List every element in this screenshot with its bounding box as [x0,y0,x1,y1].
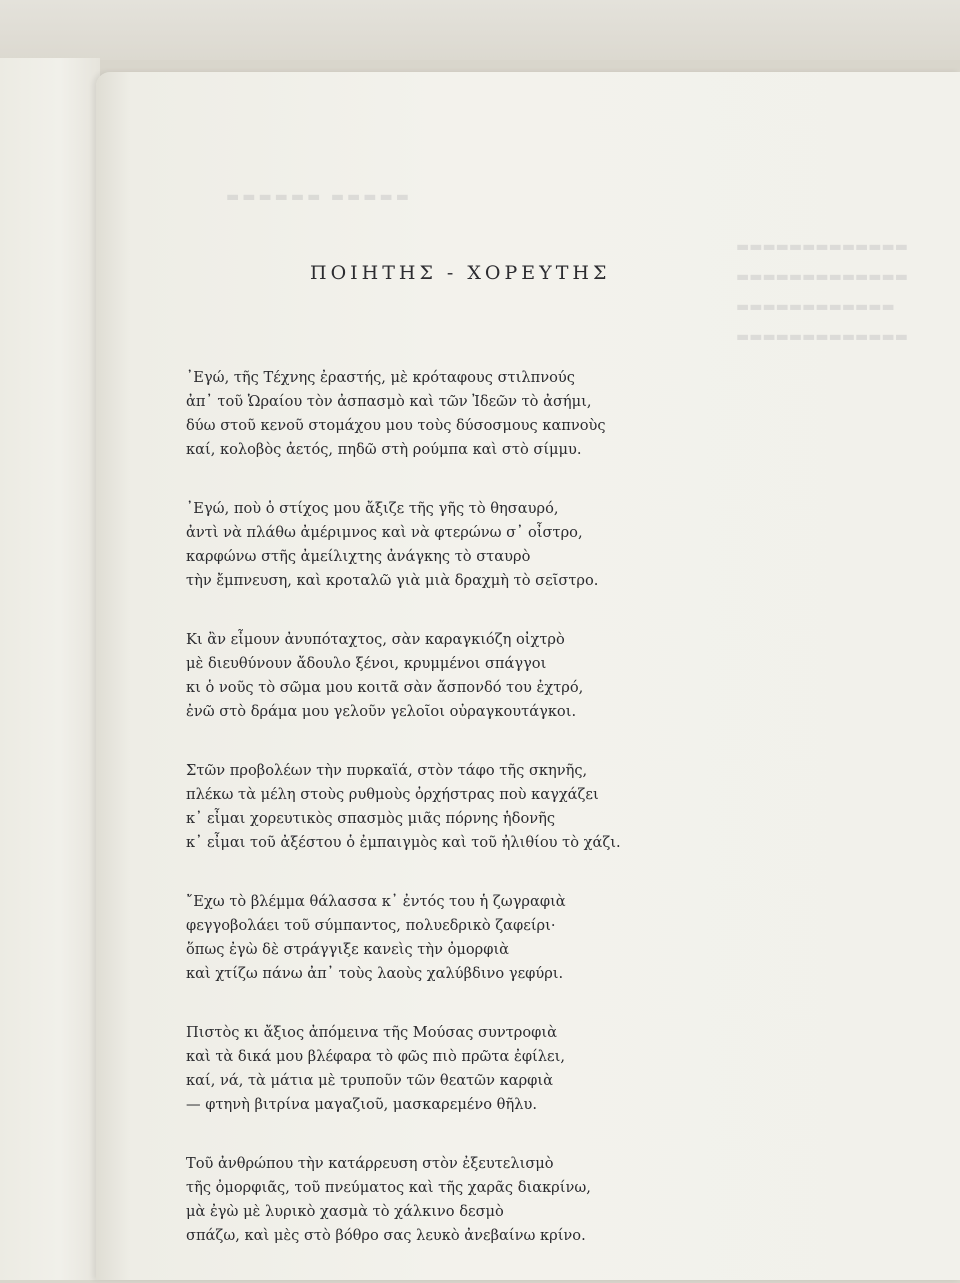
poem [186,366,746,1283]
poem-line: καρφώνω στῆς ἀμείλιχτης ἀνάγκης τὸ σταυρὸ [186,548,531,565]
poem-line: ῎Εχω τὸ βλέμμα θάλασσα κ᾿ ἐντός του ἡ ζωγραφιὰ [186,893,566,910]
poem-line: Στῶν προβολέων τὴν πυρκαϊά, στὸν τάφο τῆς σκηνῆς, [186,762,588,779]
stanza [186,759,746,855]
poem-line: μὲ διευθύνουν ἄδουλο ξένοι, κρυμμένοι σπάγγοι [186,655,547,672]
poem-line: ἀντὶ νὰ πλάθω ἀμέριμνος καὶ νὰ φτερώνω σ᾿ οἶστρο, [186,524,583,541]
poem-line: — φτηνὴ βιτρίνα μαγαζιοῦ, μασκαρεμένο θῆλυ. [186,1096,537,1113]
poem-line: δύω στοῦ κενοῦ στομάχου μου τοὺς δύσοσμους καπνοὺς [186,417,606,434]
poem-line: τὴν ἔμπνευση, καὶ κροταλῶ γιὰ μιὰ δραχμὴ τὸ σεῖστρο. [186,572,599,589]
poem-line: ὅπως ἐγὼ δὲ στράγγιξε κανεὶς τὴν ὀμορφιὰ [186,941,510,958]
poem-line: ᾿Εγώ, τῆς Τέχνης ἐραστής, μὲ κρόταφους στιλπνούς [186,369,575,386]
poem-line: πλέκω τὰ μέλη στοὺς ρυθμοὺς ὀρχήστρας ποὺ καγχάζει [186,786,599,803]
poem-line: σπάζω, καὶ μὲς στὸ βόθρο σας λευκὸ ἀνεβαίνω κρίνο. [186,1227,586,1244]
poem-line: κι ὁ νοῦς τὸ σῶμα μου κοιτᾶ σὰν ἄσπονδό του ἐχτρό, [186,679,584,696]
poem-line: Κι ἂν εἶμουν ἀνυπόταχτος, σὰν καραγκιόζη οἰχτρὸ [186,631,565,648]
poem-line: καὶ τὰ δικά μου βλέφαρα τὸ φῶς πιὸ πρῶτα ἐφίλει, [186,1048,565,1065]
page-title: ΠΟΙΗΤΗΣ - ΧΟΡΕΥΤΗΣ [310,262,611,284]
show-through-text: ▬▬▬▬▬▬ ▬▬▬▬▬ [226,189,412,205]
poem-line: κ᾿ εἶμαι τοῦ ἀξέστου ὁ ἐμπαιγμὸς καὶ τοῦ ἠλιθίου τὸ χάζι. [186,834,621,851]
poem-line: ἐνῶ στὸ δράμα μου γελοῦν γελοῖοι οὐραγκουτάγκοι. [186,703,577,720]
show-through-text: ▬▬▬▬▬▬▬▬▬▬▬▬▬ ▬▬▬▬▬▬▬▬▬▬▬▬▬ ▬▬▬▬▬▬▬▬▬▬▬▬ ▬▬▬▬▬▬▬▬▬▬▬▬▬ [736,239,908,345]
poem-line: Πιστὸς κι ἄξιος ἀπόμεινα τῆς Μούσας συντροφιὰ [186,1024,557,1041]
poem-line: μὰ ἐγὼ μὲ λυρικὸ χασμὰ τὸ χάλκινο δεσμὸ [186,1203,504,1220]
poem-line: τῆς ὀμορφιᾶς, τοῦ πνεύματος καὶ τῆς χαρᾶς διακρίνω, [186,1179,591,1196]
poem-line: καί, κολοβὸς ἀετός, πηδῶ στὴ ρούμπα καὶ στὸ σίμμυ. [186,441,582,458]
stanza [186,1152,746,1248]
stanza [186,628,746,724]
poem-line: ἀπ᾿ τοῦ Ὡραίου τὸν ἀσπασμὸ καὶ τῶν Ἰδεῶν τὸ ἀσήμι, [186,393,592,410]
stanza [186,366,746,462]
poem-line: φεγγοβολάει τοῦ σύμπαντος, πολυεδρικὸ ζαφείρι· [186,917,556,934]
poem-line: κ᾿ εἶμαι χορευτικὸς σπασμὸς μιᾶς πόρνης ἡδονῆς [186,810,556,827]
stanza [186,890,746,986]
stanza [186,1021,746,1117]
poem-line: καί, νά, τὰ μάτια μὲ τρυποῦν τῶν θεατῶν καρφιὰ [186,1072,553,1089]
poem-line: Τοῦ ἀνθρώπου τὴν κατάρρευση στὸν ἐξευτελισμὸ [186,1155,554,1172]
poem-line: καὶ χτίζω πάνω ἀπ᾿ τοὺς λαοὺς χαλύβδινο γεφύρι. [186,965,564,982]
table-surface [0,0,960,60]
poem-line: ᾿Εγώ, ποὺ ὁ στίχος μου ἄξιζε τῆς γῆς τὸ θησαυρό, [186,500,559,517]
stanza [186,497,746,593]
facing-page-edge [0,58,100,1280]
